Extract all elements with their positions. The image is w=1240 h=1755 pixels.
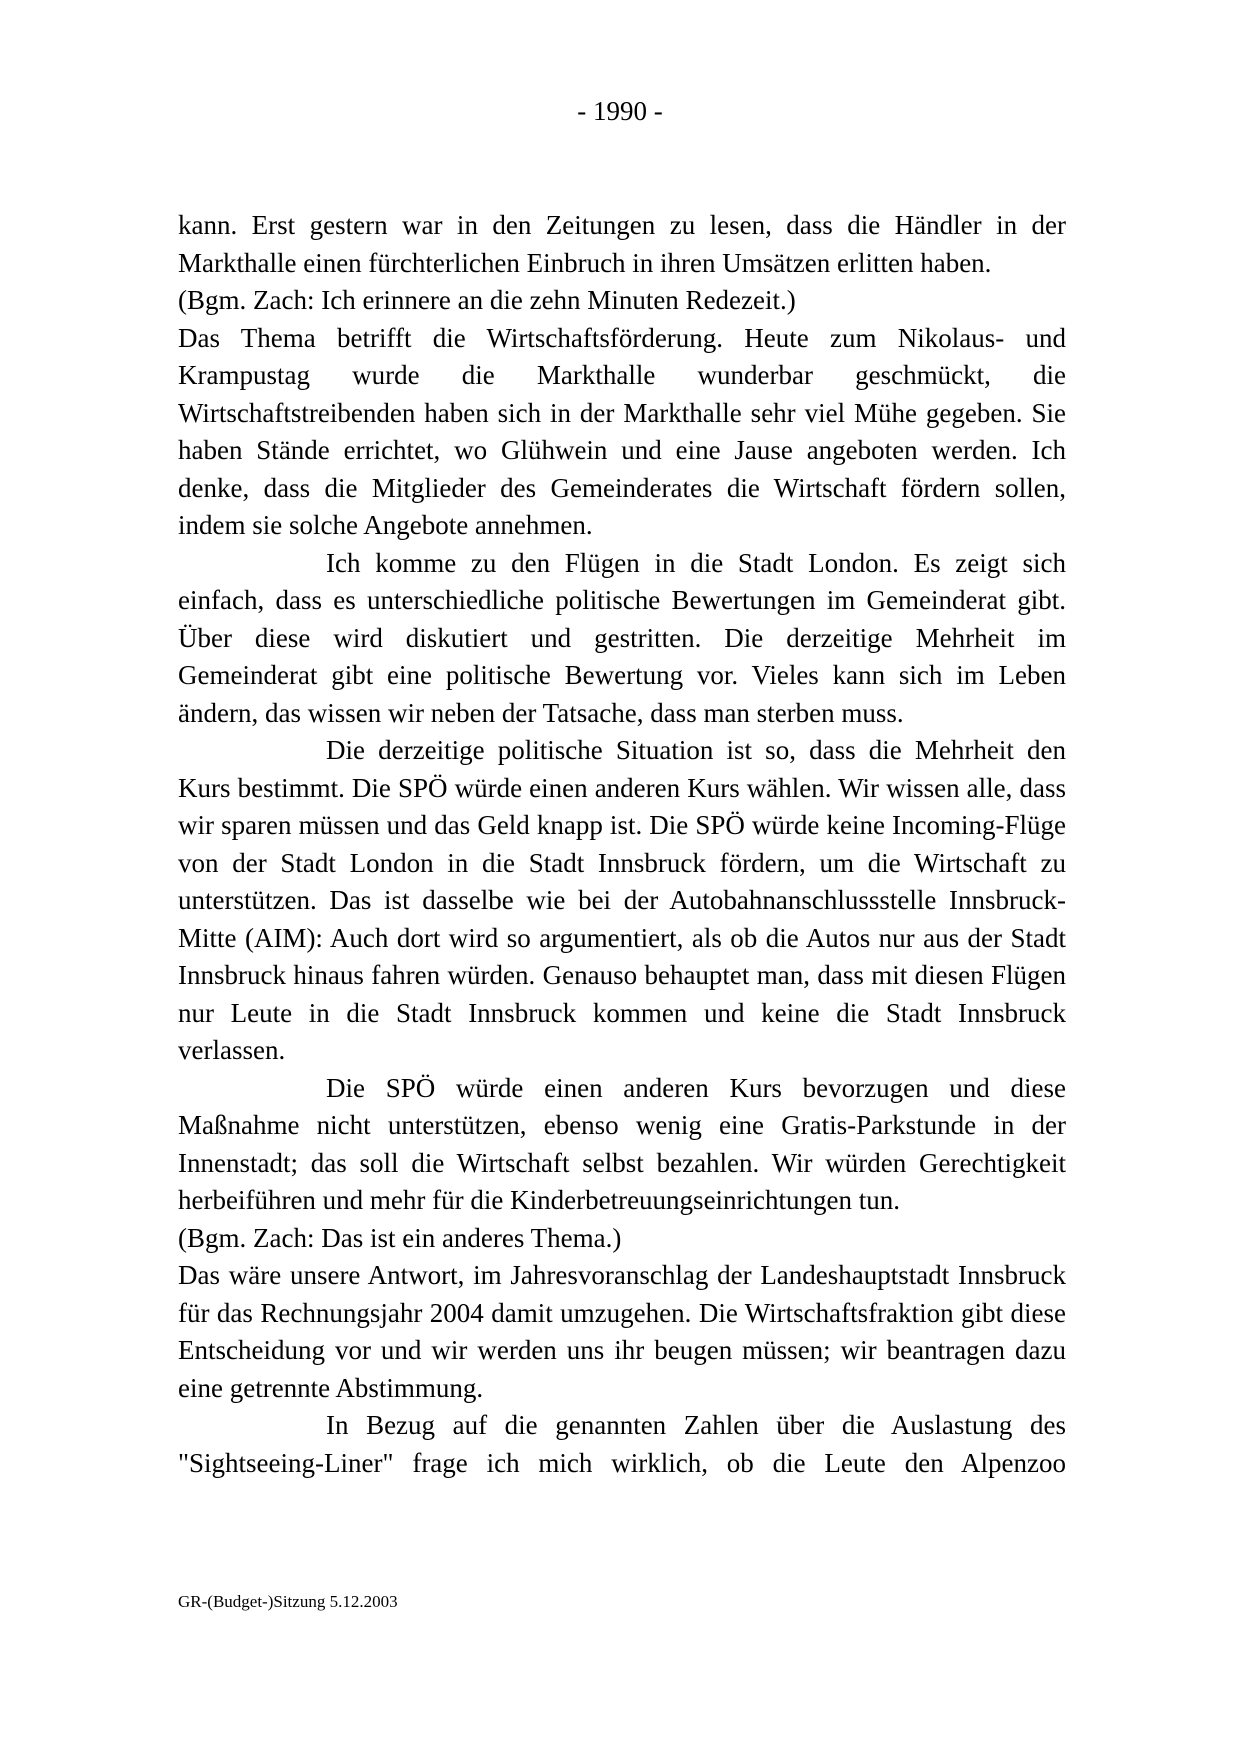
- paragraph-spoe-kurs: Die SPÖ würde einen anderen Kurs bevorzugen und diese Maßnahme nicht unterstützen, ebenso wenig eine Gratis-Parkstunde in der Innenstadt; das soll die Wirtschaft selbst bezahlen. Wir würden Gerechtigkeit herbeiführen und mehr für die Kinderbetreuungseinrichtungen tun.: [178, 1072, 1066, 1215]
- paragraph-continuation: kann. Erst gestern war in den Zeitungen zu lesen, dass die Händler in der Markthalle einen fürchterlichen Einbruch in ihren Umsätzen erlitten haben.: [178, 210, 1066, 278]
- paragraph-fluege-london: Ich komme zu den Flügen in die Stadt London. Es zeigt sich einfach, dass es unterschiedliche politische Bewertungen im Gemeinderat gibt. Über diese wird diskutiert und gestritten. Die derzeitige Mehrheit im Gemeinderat gibt eine politische Bewertung vor. Vieles kann sich im Leben ändern, das wissen wir neben der Tatsache, dass man sterben muss.: [178, 547, 1066, 728]
- footer-session-label: GR-(Budget-)Sitzung 5.12.2003: [178, 1592, 398, 1611]
- page-number: - 1990 -: [577, 96, 663, 126]
- interjection-mayor-2: (Bgm. Zach: Das ist ein anderes Thema.): [178, 1222, 622, 1253]
- interjection-mayor: (Bgm. Zach: Ich erinnere an die zehn Minuten Redezeit.): [178, 285, 796, 315]
- paragraph-wirtschaftsfoerderung: Das Thema betrifft die Wirtschaftsförderung. Heute zum Nikolaus- und Krampustag wurde die Markthalle wunderbar geschmückt, die Wirtschaftstreibenden haben sich in der Markthalle sehr viel Mühe gegeben. Sie haben Stände errichtet, wo Glühwein und eine Jause angeboten werden. Ich denke, dass die Mitglieder des Gemeinderates die Wirtschaft fördern sollen, indem sie solche Angebote annehmen.: [178, 322, 1066, 540]
- paragraph-sightseeing-liner: In Bezug auf die genannten Zahlen über die Auslastung des "Sightseeing-Liner" frage ich mich wirklich, ob die Leute den Alpenzoo: [178, 1410, 1066, 1478]
- paragraph-politische-situation: Die derzeitige politische Situation ist so, dass die Mehrheit den Kurs bestimmt. Die SPÖ würde einen anderen Kurs wählen. Wir wissen alle, dass wir sparen müssen und das Geld knapp ist. Die SPÖ würde keine Incoming-Flüge von der Stadt London in die Stadt Innsbruck fördern, um die Wirtschaft zu unterstützen. Das ist dasselbe wie bei der Autobahnanschlussstelle Innsbruck-Mitte (AIM): Auch dort wird so argumentiert, als ob die Autos nur aus der Stadt Innsbruck hinaus fahren würden. Genauso behauptet man, dass mit diesen Flügen nur Leute in die Stadt Innsbruck kommen und keine die Stadt Innsbruck verlassen.: [178, 735, 1066, 1065]
- document-body: [178, 207, 1066, 1482]
- paragraph-antwort: Das wäre unsere Antwort, im Jahresvoranschlag der Landeshauptstadt Innsbruck für das Rechnungsjahr 2004 damit umzugehen. Die Wirtschaftsfraktion gibt diese Entscheidung vor und wir werden uns ihr beugen müssen; wir beantragen dazu eine getrennte Abstimmung.: [178, 1260, 1066, 1403]
